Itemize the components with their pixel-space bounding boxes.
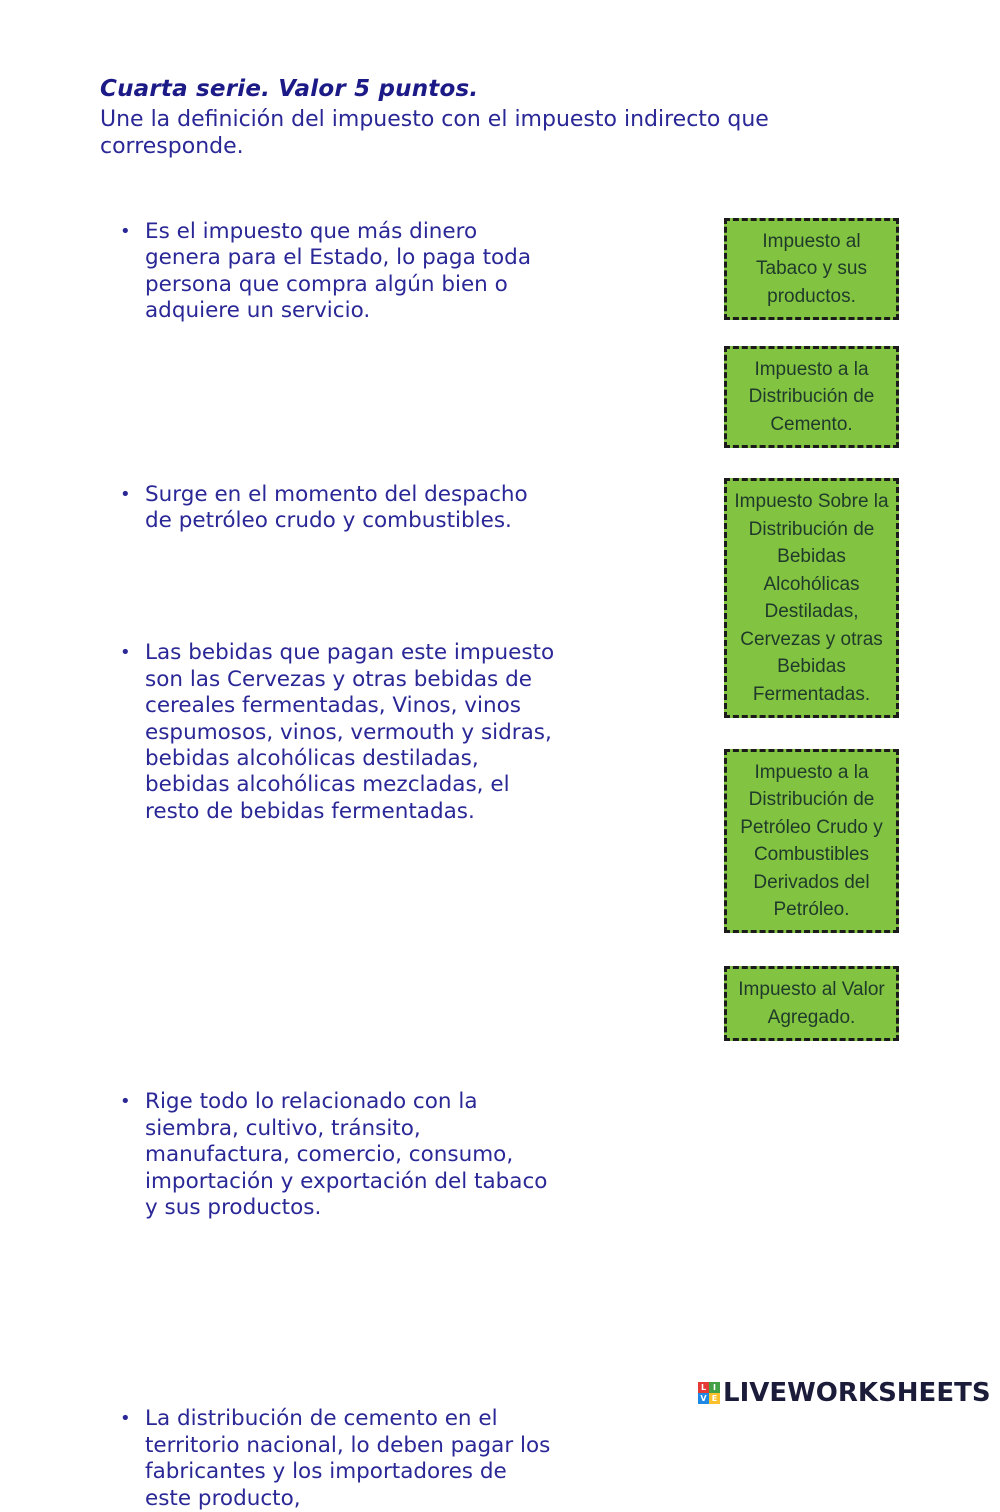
- instructions-text: Une la definición del impuesto con el impuesto indirecto que corresponde.: [100, 107, 769, 159]
- definition-item: [118, 1089, 555, 1221]
- definition-item: [118, 640, 555, 825]
- bullet-icon: •: [120, 1091, 131, 1113]
- tax-option-label: Impuesto Sobre la Distribución de Bebidas Alcohólicas Destiladas, Cervezas y otras Bebidas Fermentadas.: [734, 491, 889, 705]
- bullet-icon: •: [120, 1408, 131, 1430]
- definitions-list: [118, 219, 555, 1511]
- page-heading: Cuarta serie. Valor 5 puntos.: [100, 76, 479, 102]
- logo-tile: V: [698, 1393, 709, 1404]
- brand-name: LIVEWORKSHEETS: [723, 1378, 991, 1408]
- tax-option-iva[interactable]: [724, 966, 899, 1041]
- logo-tile: I: [709, 1382, 720, 1393]
- tax-option-tabaco[interactable]: [724, 218, 899, 320]
- definition-item: [118, 482, 555, 535]
- definition-item: [118, 219, 555, 325]
- definition-text: La distribución de cemento en el territorio nacional, lo deben pagar los fabricantes y los importadores de este producto,: [145, 1406, 551, 1511]
- bullet-icon: •: [120, 642, 131, 664]
- definition-text: Surge en el momento del despacho de petróleo crudo y combustibles.: [145, 481, 528, 534]
- logo-tile: E: [709, 1393, 720, 1404]
- tax-option-label: Impuesto al Tabaco y sus productos.: [756, 230, 867, 307]
- logo-tile: L: [698, 1382, 709, 1393]
- tax-option-bebidas[interactable]: [724, 478, 899, 718]
- definition-text: Las bebidas que pagan este impuesto son las Cervezas y otras bebidas de cereales fermentadas, Vinos, vinos espumosos, vinos, vermouth y sidras, bebidas alcohólicas destiladas, bebidas alcohólicas mezcladas, el resto de bebidas fermentadas.: [145, 640, 555, 824]
- tax-option-label: Impuesto a la Distribución de Petróleo Crudo y Combustibles Derivados del Petróleo.: [740, 761, 883, 920]
- tax-option-label: Impuesto al Valor Agregado.: [738, 979, 885, 1028]
- tax-option-label: Impuesto a la Distribución de Cemento.: [748, 358, 875, 435]
- tax-option-petroleo[interactable]: [724, 749, 899, 933]
- bullet-icon: •: [120, 221, 131, 242]
- tax-option-cemento[interactable]: [724, 346, 899, 448]
- definition-text: Es el impuesto que más dinero genera para el Estado, lo paga toda persona que compra algún bien o adquiere un servicio.: [145, 219, 531, 324]
- bullet-icon: •: [120, 483, 131, 505]
- liveworksheets-logo-icon: [698, 1382, 720, 1404]
- definition-item: [118, 1406, 555, 1512]
- liveworksheets-brand: [698, 1378, 991, 1408]
- definition-text: Rige todo lo relacionado con la siembra, cultivo, tránsito, manufactura, comercio, consumo, importación y exportación del tabaco y sus productos.: [145, 1089, 548, 1220]
